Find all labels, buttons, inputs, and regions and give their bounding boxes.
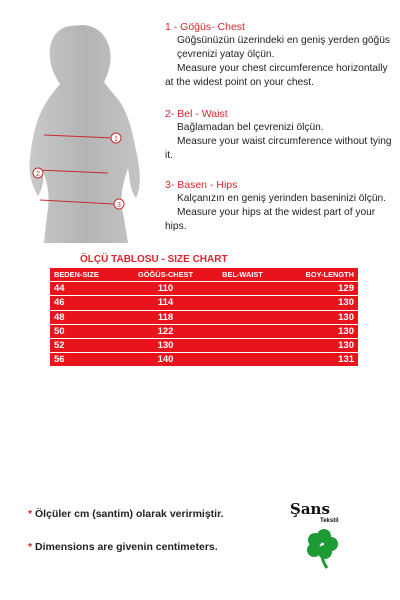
svg-text:1: 1 [114, 136, 118, 143]
instruction-text-en: Measure your hips at the widest part of your hips. [165, 207, 376, 232]
cell-length: 130 [281, 324, 358, 338]
instruction-heading: 1 - Göğüs- Chest [165, 21, 245, 33]
instruction-waist [165, 107, 397, 163]
table-row [50, 324, 358, 338]
instruction-chest [165, 20, 397, 90]
instruction-text-tr: Göğsünüzün üzerindeki en geniş yerden göğüs çevrenizi yatay ölçün. [177, 35, 390, 60]
logo-name: Şans [290, 500, 330, 518]
cell-chest: 118 [127, 310, 204, 324]
table-header-row [50, 268, 358, 282]
cell-waist [204, 296, 281, 310]
cell-waist [204, 282, 281, 296]
cell-chest: 130 [127, 338, 204, 352]
cell-waist [204, 324, 281, 338]
instruction-text-tr: Bağlamadan bel çevrenizi ölçün. [177, 122, 324, 133]
instruction-hips [165, 178, 397, 234]
cell-waist [204, 353, 281, 367]
cell-size: 56 [54, 354, 65, 366]
instruction-heading: 3- Basen - Hips [165, 179, 238, 191]
note-text: Dimensions are givenin centimeters. [35, 541, 218, 553]
header-length: BOY-LENGTH [281, 268, 358, 282]
header-chest: GÖĞÜS-CHEST [127, 268, 204, 282]
table-row [50, 282, 358, 296]
marker-3 [114, 199, 124, 209]
header-size: BEDEN-SIZE [50, 268, 127, 282]
table-row [50, 310, 358, 324]
size-chart-table [50, 268, 358, 366]
cell-size: 46 [50, 296, 127, 310]
marker-1 [111, 133, 121, 143]
asterisk-icon: * [28, 508, 33, 520]
note-turkish [28, 508, 224, 520]
cell-length: 130 [281, 338, 358, 352]
clover-icon [300, 526, 344, 570]
body-measurement-figure [10, 18, 160, 243]
cell-size: 52 [50, 338, 127, 352]
cell-size: 44 [50, 282, 127, 296]
header-waist: BEL-WAIST [204, 268, 281, 282]
cell-length: 131 [338, 354, 354, 366]
table-row [50, 353, 358, 367]
table-row [50, 296, 358, 310]
cell-length: 129 [281, 282, 358, 296]
instruction-text-tr: Kalçanızın en geniş yerinden baseninizi ölçün. [177, 193, 386, 204]
instruction-text-en: Measure your waist circumference without tying it. [165, 136, 392, 161]
instruction-text-en: Measure your chest circumference horizontally at the widest point on your chest. [165, 63, 388, 88]
cell-size: 48 [50, 310, 127, 324]
svg-text:2: 2 [36, 171, 40, 178]
cell-length: 130 [281, 296, 358, 310]
size-chart-title: ÖLÇÜ TABLOSU - SIZE CHART [80, 254, 228, 265]
asterisk-icon: * [28, 541, 33, 553]
cell-chest: 110 [127, 282, 204, 296]
cell-waist [204, 338, 281, 352]
table-row [50, 338, 358, 352]
logo-subtitle: Tekstil [320, 518, 339, 524]
cell-chest: 122 [127, 324, 204, 338]
cell-chest: 114 [127, 296, 204, 310]
note-text: Ölçüler cm (santim) olarak verirmiştir. [35, 508, 224, 520]
note-english [28, 541, 218, 553]
cell-chest: 140 [157, 354, 174, 366]
svg-text:3: 3 [117, 202, 121, 209]
cell-waist [204, 310, 281, 324]
brand-logo [290, 500, 350, 580]
instruction-heading: 2- Bel - Waist [165, 108, 228, 120]
body-silhouette [29, 25, 139, 243]
cell-length: 130 [281, 310, 358, 324]
marker-2 [33, 168, 43, 178]
cell-size: 50 [50, 324, 127, 338]
